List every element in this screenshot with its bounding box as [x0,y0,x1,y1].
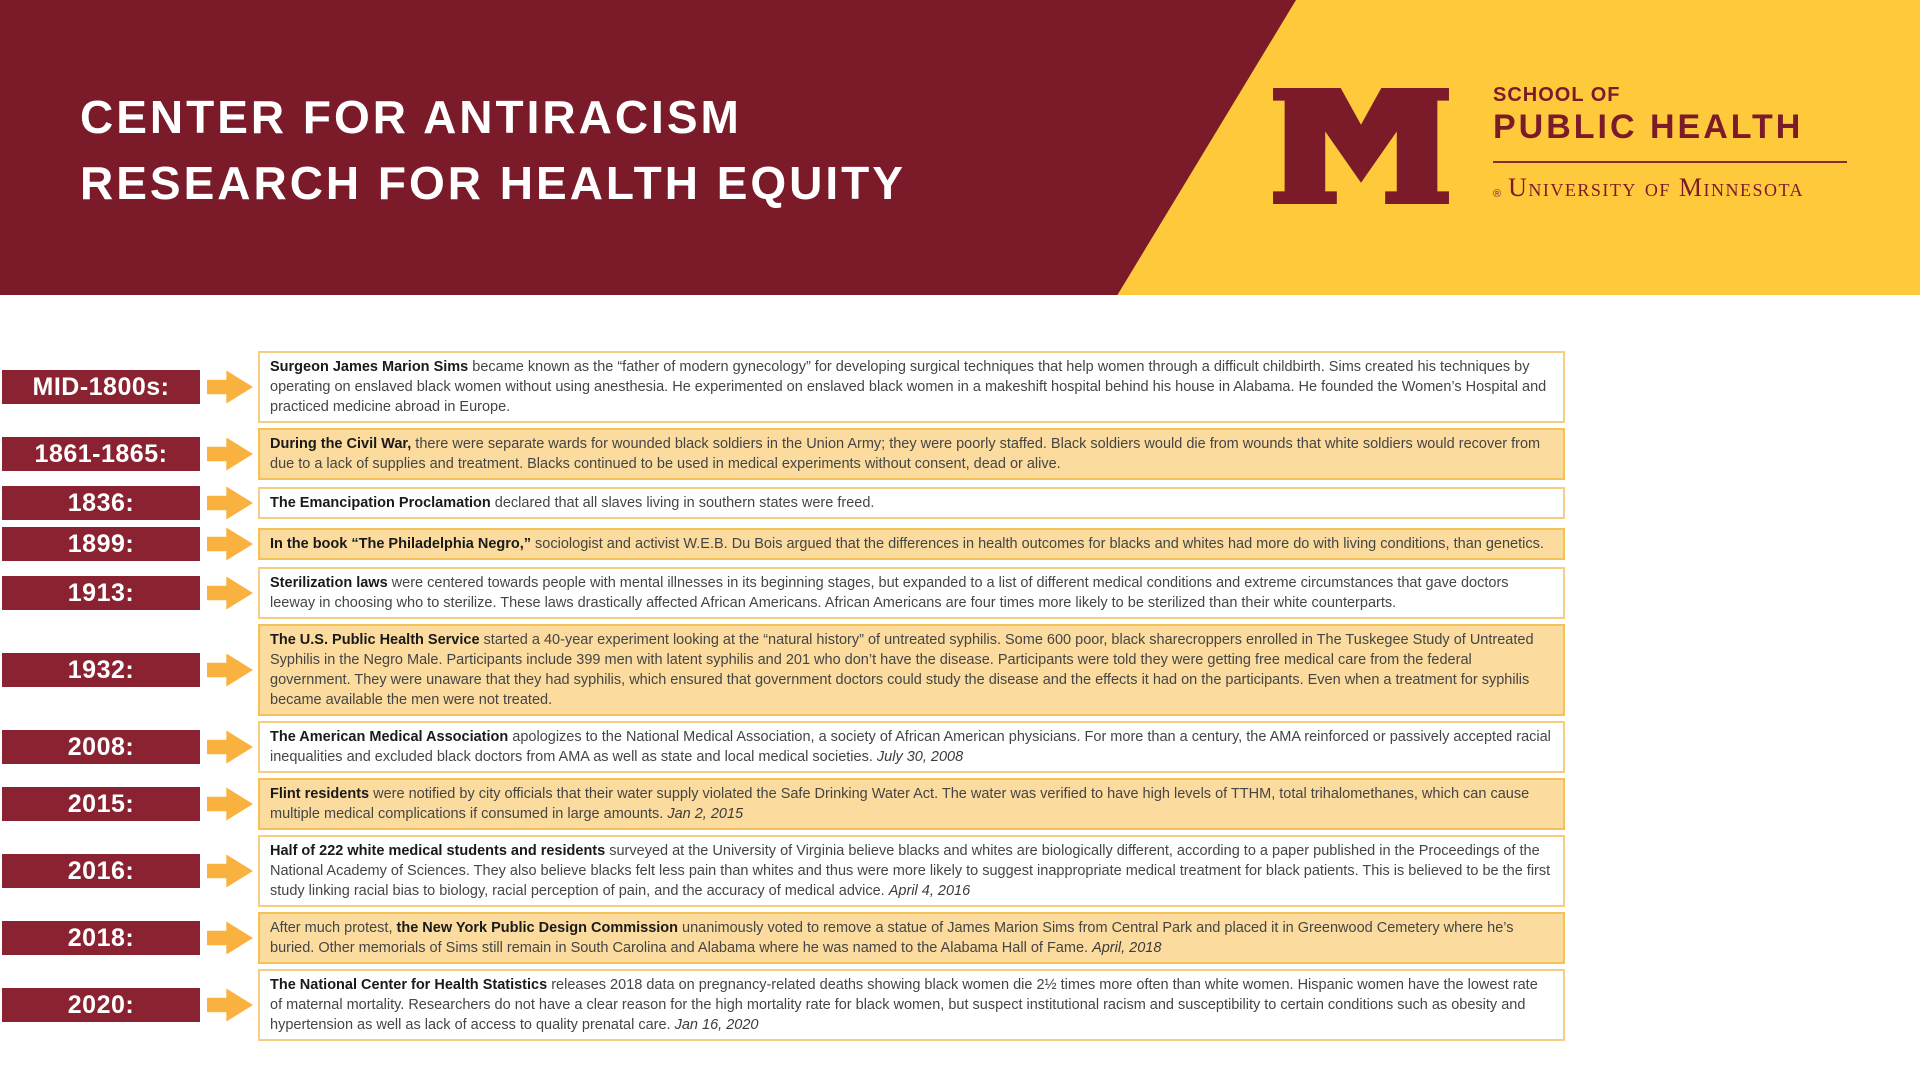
entry-lead-bold: Surgeon James Marion Sims [270,359,469,375]
logo-public-health: PUBLIC HEALTH [1493,108,1804,146]
entry-date-note: April, 2018 [1092,940,1162,956]
timeline-date-label: 2008: [67,732,135,761]
timeline-row [2,721,1565,773]
entry-body: were notified by city officials that their water supply violated the Safe Drinking Water Act. The water was verified to have high levels of TTHM, total trihalomethanes, which can cause multiple medical complications if consumed in large amounts. [270,786,1530,822]
timeline-entry-box [258,778,1565,830]
timeline-date-badge [2,486,200,520]
timeline-date-badge [2,576,200,610]
umn-block-m-icon [1266,88,1456,204]
umn-school-of-public-health-logo [1266,84,1847,204]
timeline-row [2,428,1565,480]
timeline-date-badge [2,988,200,1022]
timeline-entry-text [270,784,1553,824]
timeline-date-label: 2020: [67,990,135,1019]
timeline-entry-box [258,912,1565,964]
arrow-right-icon [207,436,253,472]
logo-text-block [1493,84,1847,204]
timeline-entry-text [270,493,1553,513]
entry-lead-bold: The National Center for Health Statistics [270,977,548,993]
timeline-entry-box [258,721,1565,773]
entry-prefix: After much protest, [270,920,397,936]
timeline-date-badge [2,437,200,471]
logo-school-of: SCHOOL OF [1493,84,1621,106]
timeline-entry-text [270,573,1553,613]
arrow-right-icon [207,575,253,611]
entry-lead-bold: Half of 222 white medical students and residents [270,843,606,859]
logo-university-of-minnesota: University of Minnesota [1508,173,1805,202]
timeline-date-badge [2,730,200,764]
timeline-row [2,624,1565,716]
arrow-right-icon [207,920,253,956]
timeline-date-label: 1913: [67,578,135,607]
timeline-entry-text [270,975,1553,1035]
title-line-2: RESEARCH FOR HEALTH EQUITY [80,157,906,209]
entry-body: apologizes to the National Medical Association, a society of African American physicians. For more than a century, the AMA reinforced or passively accepted racial inequalities and excluded black doctors from AMA as well as state and local medical societies. [270,729,1551,765]
timeline-date-label: 1836: [67,488,135,517]
entry-lead-bold: The American Medical Association [270,729,509,745]
timeline-date-label: 2015: [67,789,135,818]
timeline-date-label: 2018: [67,923,135,952]
timeline-row [2,485,1565,521]
timeline-entry-box [258,969,1565,1041]
entry-lead-bold: During the Civil War, [270,436,412,452]
entry-body: releases 2018 data on pregnancy-related deaths showing black women die 2½ times more often than white women. Hispanic women have the lowest rate of maternal mortality. Researchers do not have a clear reason for the high mortality rate for black women, but suspect institutional racism and susceptibility to certain conditions such as obesity and hypertension as well as lack of access to quality prenatal care. [270,977,1538,1033]
entry-lead-bold: The U.S. Public Health Service [270,632,480,648]
timeline-date-label: 1861-1865: [34,439,168,468]
timeline-entry-box [258,428,1565,480]
timeline-row [2,526,1565,562]
title-line-1: CENTER FOR ANTIRACISM [80,91,742,143]
timeline-entry-text [270,727,1553,767]
entry-body: were centered towards people with mental illnesses in its beginning stages, but expanded to a list of different medical conditions and extreme circumstances that gave doctors leeway in choosing who to sterilize. These laws drastically affected African Americans. African Americans are four times more likely to be sterilized than their white counterparts. [270,575,1509,611]
timeline-entry-box [258,567,1565,619]
entry-lead-bold: Flint residents [270,786,370,802]
timeline-date-badge [2,854,200,888]
arrow-right-icon [207,369,253,405]
timeline-entry-box [258,624,1565,716]
entry-date-note: Jan 2, 2015 [667,806,744,822]
timeline-row [2,351,1565,423]
timeline-entry-box [258,835,1565,907]
timeline [2,351,1565,1046]
timeline-entry-text [270,357,1553,417]
timeline-date-badge [2,527,200,561]
entry-body: sociologist and activist W.E.B. Du Bois argued that the differences in health outcomes for blacks and whites had more do with living conditions, than genetics. [531,536,1544,552]
logo-divider [1493,161,1847,163]
timeline-row [2,567,1565,619]
timeline-row [2,778,1565,830]
timeline-row [2,969,1565,1041]
arrow-right-icon [207,853,253,889]
entry-body: there were separate wards for wounded black soldiers in the Union Army; they were poorly staffed. Black soldiers would die from wounds that white soldiers would recover from due to a lack of supplies and treatment. Blacks continued to be used in medical experiments without consent, dead or alive. [270,436,1541,472]
timeline-date-label: 1932: [67,655,135,684]
timeline-date-badge [2,370,200,404]
timeline-entry-box [258,528,1565,560]
logo-university-row [1493,175,1847,201]
timeline-entry-box [258,487,1565,519]
arrow-right-icon [207,729,253,765]
timeline-date-badge [2,653,200,687]
arrow-right-icon [207,786,253,822]
timeline-entry-text [270,918,1553,958]
timeline-date-badge [2,921,200,955]
registered-trademark-icon: ® [1493,188,1502,200]
timeline-entry-text [270,534,1553,554]
center-title [80,84,906,216]
entry-body: started a 40-year experiment looking at the “natural history” of untreated syphilis. Some 600 poor, black sharecroppers enrolled in The Tuskegee Study of Untreated Syphilis in the Negro Male. Participants include 399 men with latent syphilis and 201 who don’t have the disease. Participants were told they were getting free medical care from the federal government. They were unaware that they had syphilis, which ensured that government doctors could study the disease and the effects it had on the participants. Even when a treatment for syphilis became available the men were not treated. [270,632,1534,708]
timeline-entry-box [258,351,1565,423]
entry-date-note: July 30, 2008 [876,749,964,765]
timeline-date-label: 2016: [67,856,135,885]
timeline-date-badge [2,787,200,821]
entry-lead-bold: The Emancipation Proclamation [270,495,491,511]
header-banner [0,0,1920,295]
timeline-date-label: 1899: [67,529,135,558]
entry-body: surveyed at the University of Virginia believe blacks and whites are biologically different, according to a paper published in the Proceedings of the National Academy of Sciences. They also believe blacks felt less pain than whites and thus were more likely to suggest inappropriate medical treatment for black patients. This is believed to be the first study linking racial bias to biology, racial perception of pain, and the accuracy of medical advice. [270,843,1551,899]
arrow-right-icon [207,485,253,521]
timeline-row [2,912,1565,964]
entry-lead-bold: In the book “The Philadelphia Negro,” [270,536,532,552]
entry-lead-bold: the New York Public Design Commission [396,920,678,936]
timeline-entry-text [270,841,1553,901]
entry-body: became known as the “father of modern gynecology” for developing surgical techniques that help women through a difficult childbirth. Sims created his techniques by operating on enslaved black women without using anesthesia. He experimented on enslaved black women in a makeshift hospital behind his house in Alabama. He founded the Women’s Hospital and practiced medicine abroad in Europe. [270,359,1547,415]
arrow-right-icon [207,526,253,562]
entry-lead-bold: Sterilization laws [270,575,388,591]
arrow-right-icon [207,652,253,688]
timeline-row [2,835,1565,907]
entry-body: declared that all slaves living in southern states were freed. [490,495,875,511]
timeline-date-label: MID-1800s: [32,372,170,401]
entry-body: unanimously voted to remove a statue of James Marion Sims from Central Park and placed it in Greenwood Cemetery where he’s buried. Other memorials of Sims still remain in South Carolina and Alabama where he was named to the Alabama Hall of Fame. [270,920,1514,956]
timeline-entry-text [270,630,1553,710]
entry-date-note: Jan 16, 2020 [674,1017,759,1033]
timeline-entry-text [270,434,1553,474]
entry-date-note: April 4, 2016 [888,883,971,899]
arrow-right-icon [207,987,253,1023]
